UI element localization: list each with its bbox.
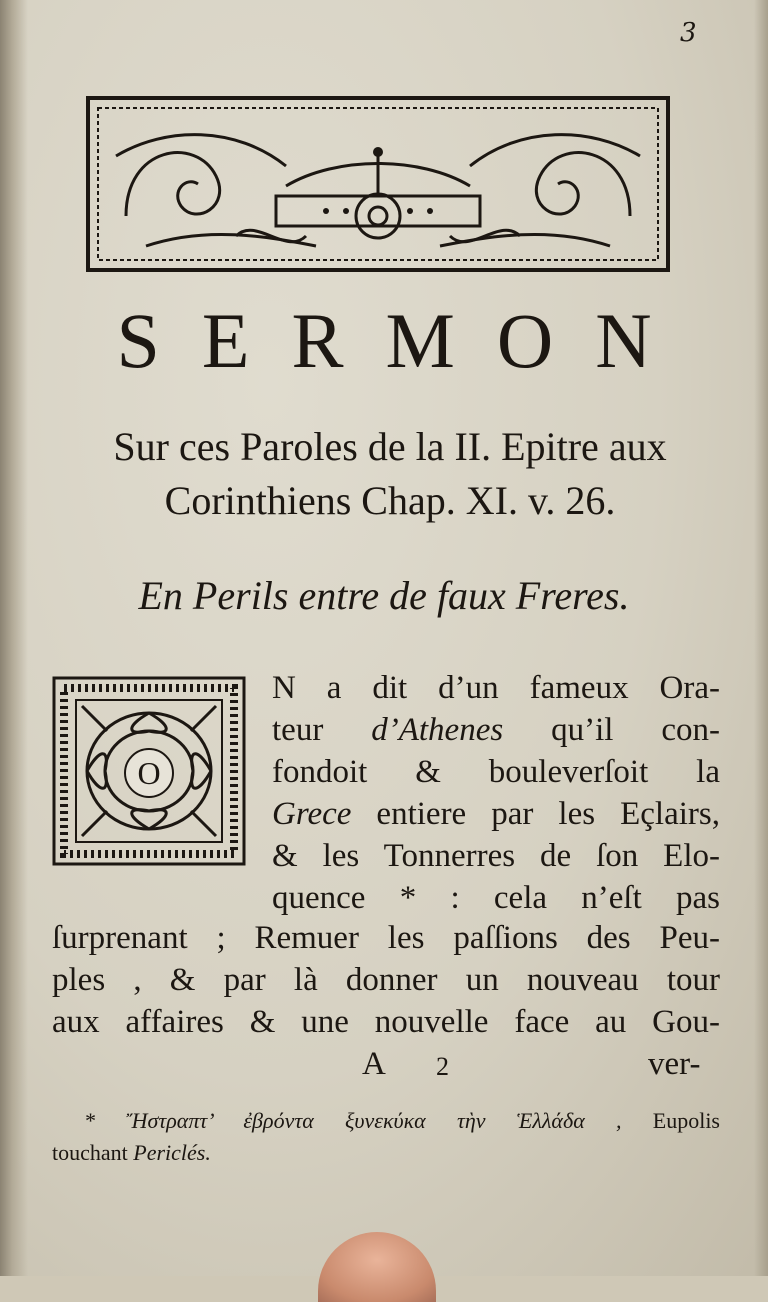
page-number: 3 — [680, 18, 697, 48]
body-line — [52, 964, 720, 997]
ornamental-headpiece — [86, 96, 670, 272]
page-gutter-shadow — [0, 0, 28, 1276]
body-line — [272, 798, 720, 831]
sermon-title: SERMON — [116, 297, 694, 384]
footnote-text: Eupolis — [621, 1108, 720, 1133]
subtitle-line: Sur ces Paroles de la II. Epitre aux — [113, 424, 667, 469]
body-line — [52, 922, 720, 955]
body-line-italic: d’Athenes — [371, 712, 504, 748]
footnote-line — [84, 1108, 720, 1134]
epigraph: En Perils entre de faux Freres. — [138, 573, 630, 618]
body-line-text: ples , & par là donner un nouveau tour — [52, 962, 720, 998]
page-edge-shadow — [754, 0, 768, 1276]
signature-number: 2 — [436, 1052, 449, 1081]
body-line — [272, 672, 720, 705]
footnote-line — [52, 1140, 211, 1166]
body-line-text: teur — [272, 712, 372, 748]
body-line-text: quence * : cela n’eſt pas — [272, 880, 720, 916]
body-line-text: qu’il con- — [503, 712, 720, 748]
drop-cap-ornament — [52, 676, 246, 866]
footnote-greek-text: * Ἤστραπτ’ ἐβρόντα ξυνεκύκα τὴν Ἑλλάδα , — [84, 1108, 622, 1133]
body-line — [52, 1006, 720, 1039]
body-line-text: N a dit d’un fameux Ora- — [272, 670, 720, 706]
body-line — [272, 882, 720, 915]
catchword: ver- — [648, 1046, 701, 1082]
footnote-text: touchant — [52, 1140, 134, 1165]
body-line-text: fondoit & bouleverſoit la — [272, 754, 720, 790]
signature-mark: A — [362, 1046, 386, 1082]
subtitle-line: Corinthiens Chap. XI. v. 26. — [164, 478, 616, 523]
body-line-text: aux affaires & une nouvelle face au Gou- — [52, 1004, 720, 1040]
drop-cap-letter: O — [137, 755, 161, 791]
footnote-italic: Periclés. — [133, 1140, 211, 1165]
body-line-italic: Grece — [272, 796, 352, 832]
body-line-text: & les Tonnerres de ſon Elo- — [272, 838, 720, 874]
subtitle — [50, 420, 730, 528]
body-line — [272, 756, 720, 789]
body-line-text: entiere par les Eçlairs, — [351, 796, 720, 832]
body-line-text: ſurprenant ; Remuer les paſſions des Peu- — [52, 920, 720, 956]
reader-thumb — [318, 1232, 436, 1302]
body-line — [272, 714, 720, 747]
body-line — [272, 840, 720, 873]
